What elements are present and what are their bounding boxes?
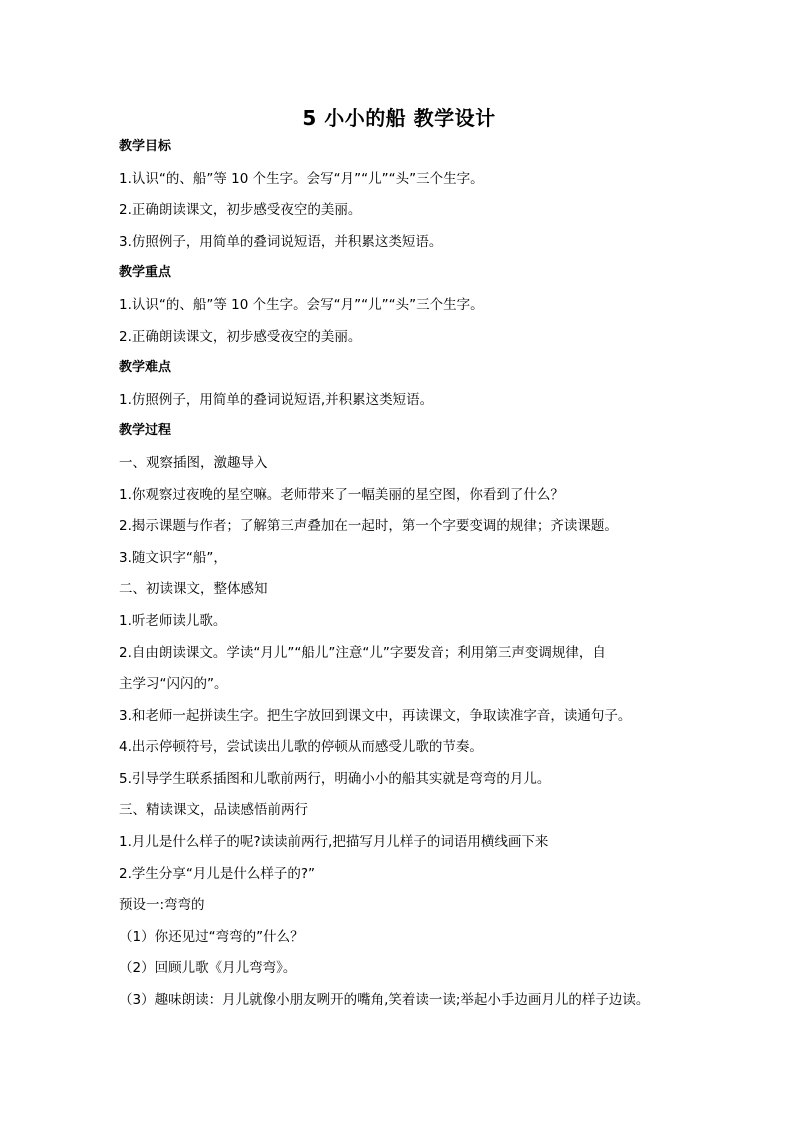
document-title: 5 小小的船 教学设计 <box>302 106 496 130</box>
document-page <box>119 103 679 1022</box>
paragraph-line: 4.出示停顿符号，尝试读出儿歌的停顿从而感受儿歌的节奏。 <box>119 739 483 756</box>
paragraph-line: （2）回顾儿歌《月儿弯弯》。 <box>119 960 297 977</box>
paragraph-line: 1.认识“的、船”等 10 个生字。会写“月”“儿”“头”三个生字。 <box>119 170 484 187</box>
paragraph-line: 3.和老师一起拼读生字。把生字放回到课文中，再读课文，争取读准字音，读通句子。 <box>119 707 632 724</box>
paragraph-line: 2.自由朗读课文。学读“月儿”“船儿”注意“儿”字要发音；利用第三声变调规律，自 <box>119 644 606 661</box>
section-heading: 教学目标 <box>119 139 172 154</box>
paragraph-line: 1.认识“的、船”等 10 个生字。会写“月”“儿”“头”三个生字。 <box>119 296 484 313</box>
paragraph-line: 1.听老师读儿歌。 <box>119 612 227 629</box>
paragraph-line: 预设一:弯弯的 <box>119 897 205 914</box>
paragraph-line: （3）趣味朗读：月儿就像小朋友咧开的嘴角,笑着读一读;举起小手边画月儿的样子边读。 <box>119 992 650 1009</box>
paragraph-line: 3.随文识字“船”， <box>119 549 227 566</box>
paragraph-line: 2.正确朗读课文，初步感受夜空的美丽。 <box>119 202 362 219</box>
paragraph-line: 三、精读课文，品读感悟前两行 <box>119 802 308 819</box>
paragraph-line: 1.你观察过夜晚的星空嘛。老师带来了一幅美丽的星空图，你看到了什么？ <box>119 486 564 503</box>
paragraph-line: 1.月儿是什么样子的呢?读读前两行,把描写月儿样子的词语用横线画下来 <box>119 834 549 851</box>
section-heading: 教学重点 <box>119 265 172 281</box>
paragraph-line: 2.揭示课题与作者；了解第三声叠加在一起时，第一个字要变调的规律；齐读课题。 <box>119 518 618 535</box>
section-heading: 教学过程 <box>119 423 172 439</box>
document-body <box>119 137 679 1010</box>
paragraph-line: 2.学生分享“月儿是什么样子的?” <box>119 865 316 882</box>
paragraph-line: 一、观察插图，激趣导入 <box>119 454 268 471</box>
paragraph-line: 1.仿照例子，用简单的叠词说短语,并积累这类短语。 <box>119 391 434 408</box>
paragraph-line: 二、初读课文，整体感知 <box>119 581 268 598</box>
paragraph-line: 2.正确朗读课文，初步感受夜空的美丽。 <box>119 328 362 345</box>
paragraph-line: （1）你还见过“弯弯的”什么？ <box>119 928 304 945</box>
section-heading: 教学难点 <box>119 360 172 376</box>
paragraph-line: 5.引导学生联系插图和儿歌前两行，明确小小的船其实就是弯弯的月儿。 <box>119 770 551 787</box>
paragraph-line: 主学习“闪闪的”。 <box>119 676 228 693</box>
paragraph-line: 3.仿照例子，用简单的叠词说短语，并积累这类短语。 <box>119 233 443 250</box>
